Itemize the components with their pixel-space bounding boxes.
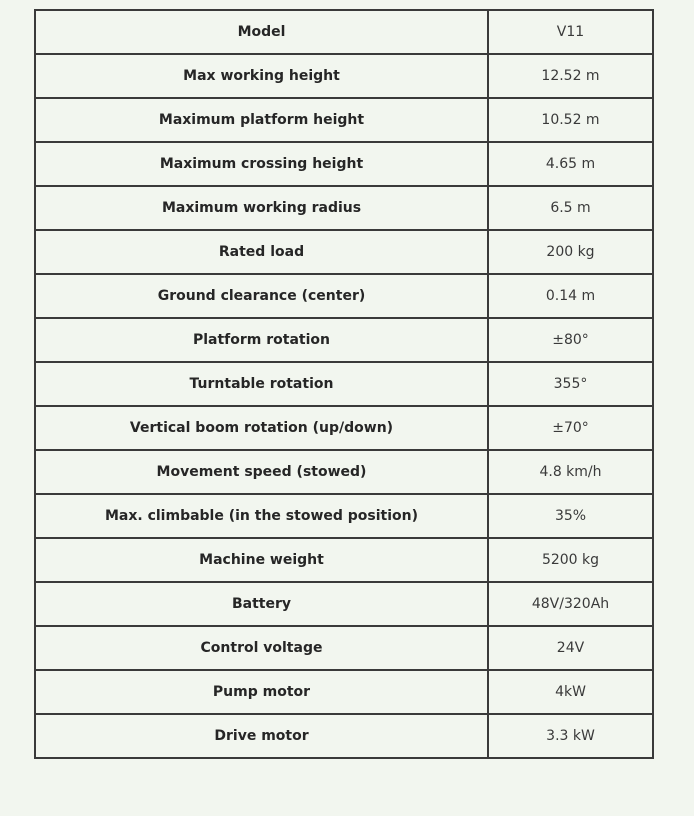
spec-label-control-voltage: Control voltage — [35, 626, 488, 670]
table-row — [35, 54, 653, 98]
spec-value-platform-rotation: ±80° — [488, 318, 653, 362]
table-row — [35, 582, 653, 626]
table-row — [35, 98, 653, 142]
spec-label-ground-clearance: Ground clearance (center) — [35, 274, 488, 318]
spec-label-movement-speed: Movement speed (stowed) — [35, 450, 488, 494]
spec-value-rated-load: 200 kg — [488, 230, 653, 274]
table-row — [35, 714, 653, 758]
table-row — [35, 10, 653, 54]
spec-value-machine-weight: 5200 kg — [488, 538, 653, 582]
spec-value-turntable-rotation: 355° — [488, 362, 653, 406]
table-row — [35, 626, 653, 670]
table-row — [35, 670, 653, 714]
spec-value-max-crossing-height: 4.65 m — [488, 142, 653, 186]
spec-value-max-climbable: 35% — [488, 494, 653, 538]
spec-label-max-working-height: Max working height — [35, 54, 488, 98]
spec-label-platform-rotation: Platform rotation — [35, 318, 488, 362]
spec-value-control-voltage: 24V — [488, 626, 653, 670]
table-row — [35, 450, 653, 494]
spec-label-rated-load: Rated load — [35, 230, 488, 274]
spec-value-max-working-radius: 6.5 m — [488, 186, 653, 230]
spec-label-pump-motor: Pump motor — [35, 670, 488, 714]
table-row — [35, 186, 653, 230]
spec-label-max-climbable: Max. climbable (in the stowed position) — [35, 494, 488, 538]
table-row — [35, 362, 653, 406]
spec-label-drive-motor: Drive motor — [35, 714, 488, 758]
spec-label-turntable-rotation: Turntable rotation — [35, 362, 488, 406]
table-row — [35, 142, 653, 186]
table-row — [35, 318, 653, 362]
table-row — [35, 538, 653, 582]
spec-value-movement-speed: 4.8 km/h — [488, 450, 653, 494]
spec-value-vertical-boom-rotation: ±70° — [488, 406, 653, 450]
spec-label-battery: Battery — [35, 582, 488, 626]
spec-label-vertical-boom-rotation: Vertical boom rotation (up/down) — [35, 406, 488, 450]
spec-value-ground-clearance: 0.14 m — [488, 274, 653, 318]
spec-label-max-platform-height: Maximum platform height — [35, 98, 488, 142]
spec-label-max-crossing-height: Maximum crossing height — [35, 142, 488, 186]
table-row — [35, 230, 653, 274]
spec-value-pump-motor: 4kW — [488, 670, 653, 714]
spec-label-max-working-radius: Maximum working radius — [35, 186, 488, 230]
spec-value-drive-motor: 3.3 kW — [488, 714, 653, 758]
spec-label-model: Model — [35, 10, 488, 54]
spec-value-max-working-height: 12.52 m — [488, 54, 653, 98]
spec-label-machine-weight: Machine weight — [35, 538, 488, 582]
table-row — [35, 406, 653, 450]
table-row — [35, 494, 653, 538]
spec-value-battery: 48V/320Ah — [488, 582, 653, 626]
table-row — [35, 274, 653, 318]
spec-table — [34, 9, 654, 759]
spec-value-model: V11 — [488, 10, 653, 54]
spec-value-max-platform-height: 10.52 m — [488, 98, 653, 142]
